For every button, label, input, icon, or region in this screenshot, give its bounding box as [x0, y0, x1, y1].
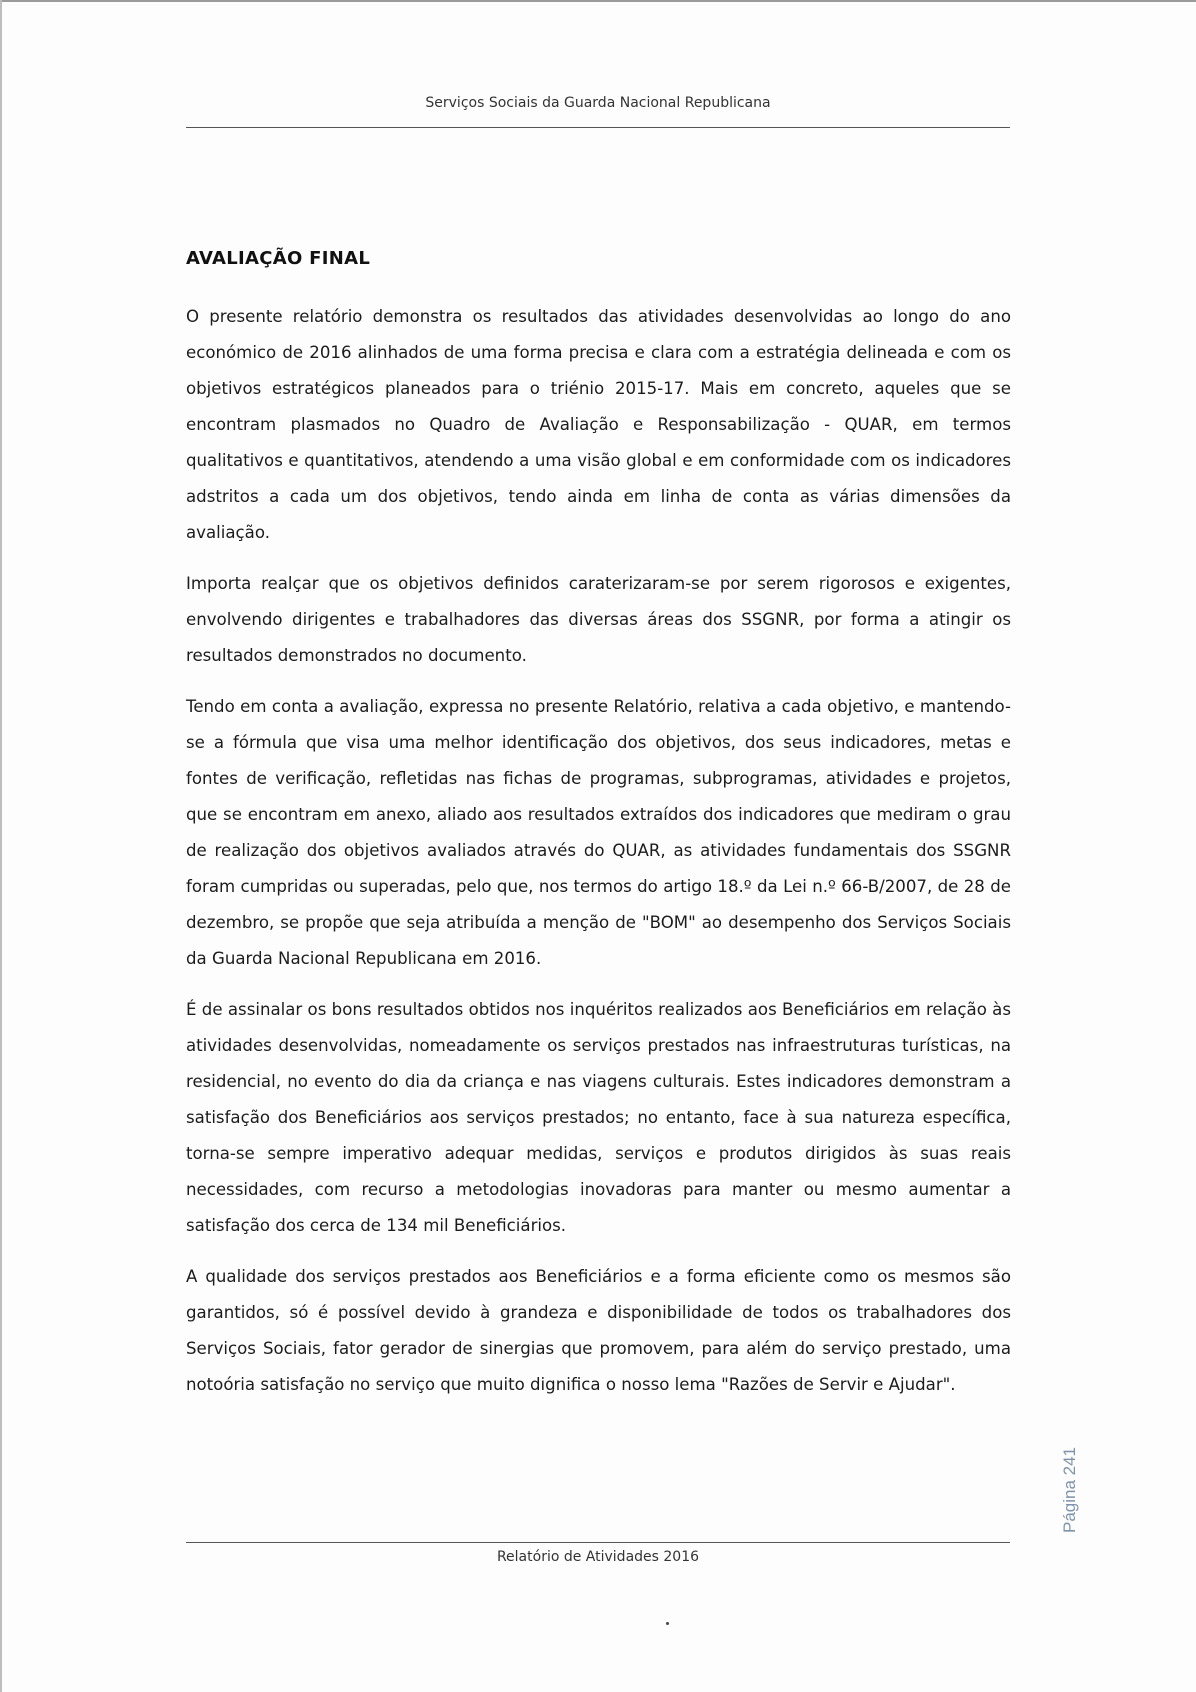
scan-speck — [666, 1622, 669, 1625]
paragraph-2: Importa realçar que os objetivos definidos caraterizaram-se por serem rigorosos e exigentes, envolvendo dirigentes e trabalhadores das diversas áreas dos SSGNR, por forma a atingir os resultados demonstrados no documento. — [186, 574, 1011, 665]
paragraph-1: O presente relatório demonstra os resultados das atividades desenvolvidas ao longo do ano económico de 2016 alinhados de uma forma precisa e clara com a estratégia delineada e com os objetivos estratégicos planeados para o triénio 2015-17. Mais em concreto, aqueles que se encontram plasmados no Quadro de Avaliação e Responsabilização - QUAR, em termos qualitativos e quantitativos, atendendo a uma visão global e em conformidade com os indicadores adstritos a cada um dos objetivos, tendo ainda em linha de conta as várias dimensões da avaliação. — [186, 307, 1011, 542]
page-number: Página 241 — [1060, 1446, 1079, 1534]
paragraph-4: É de assinalar os bons resultados obtidos nos inquéritos realizados aos Beneficiários em relação às atividades desenvolvidas, nomeadamente os serviços prestados nas infraestruturas turísticas, na residencial, no evento do dia da criança e nas viagens culturais. Estes indicadores demonstram a satisfação dos Beneficiários aos serviços prestados; no entanto, face à sua natureza específica, torna-se sempre imperativo adequar medidas, serviços e produtos dirigidos às suas reais necessidades, com recurso a metodologias inovadoras para manter ou mesmo aumentar a satisfação dos cerca de 134 mil Beneficiários. — [186, 1000, 1011, 1235]
header-rule — [186, 127, 1010, 128]
section-title: AVALIAÇÃO FINAL — [186, 248, 371, 269]
paragraph-5: A qualidade dos serviços prestados aos Beneficiários e a forma eficiente como os mesmos são garantidos, só é possível devido à grandeza e disponibilidade de todos os trabalhadores dos Serviços Sociais, fator gerador de sinergias que promovem, para além do serviço prestado, uma notoória satisfação no serviço que muito dignifica o nosso lema "Razões de Servir e Ajudar". — [186, 1267, 1011, 1394]
body-text — [186, 299, 1011, 1418]
running-header: Serviços Sociais da Guarda Nacional Republicana — [425, 95, 771, 111]
page-left-edge — [0, 0, 2, 1692]
paragraph-3: Tendo em conta a avaliação, expressa no presente Relatório, relativa a cada objetivo, e mantendo-se a fórmula que visa uma melhor identificação dos objetivos, dos seus indicadores, metas e fontes de verificação, refletidas nas fichas de programas, subprogramas, atividades e projetos, que se encontram em anexo, aliado aos resultados extraídos dos indicadores que mediram o grau de realização dos objetivos avaliados através do QUAR, as atividades fundamentais dos SSGNR foram cumpridas ou superadas, pelo que, nos termos do artigo 18.º da Lei n.º 66-B/2007, de 28 de dezembro, se propõe que seja atribuída a menção de "BOM" ao desempenho dos Serviços Sociais da Guarda Nacional Republicana em 2016. — [186, 697, 1011, 968]
running-footer: Relatório de Atividades 2016 — [496, 1549, 700, 1565]
footer-rule — [186, 1542, 1010, 1543]
page-top-edge — [0, 0, 1196, 2]
